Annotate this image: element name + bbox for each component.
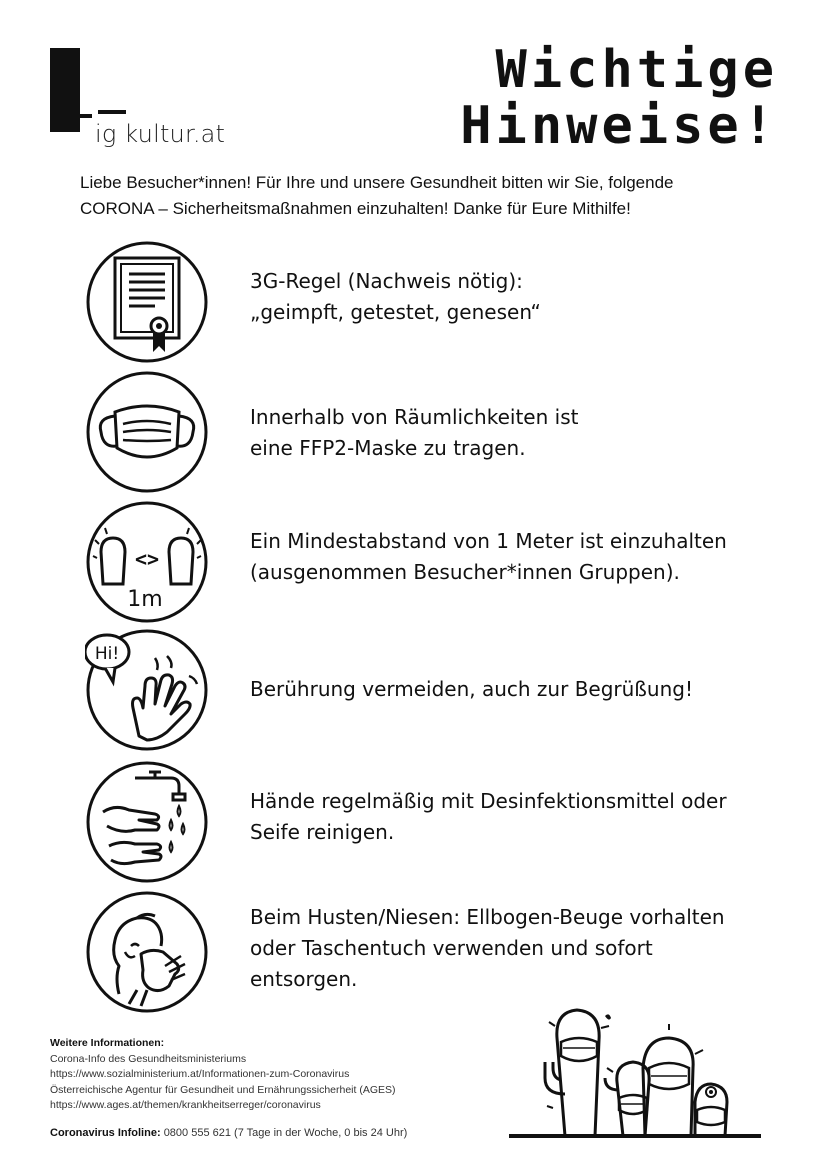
rule-distance-line-2: (ausgenommen Besucher*innen Gruppen). [250, 560, 680, 584]
sneezing-icon [85, 890, 209, 1014]
infoline [50, 1127, 407, 1139]
rule-item-mask [85, 370, 805, 495]
rule-hand-washing-line-2: Seife reinigen. [250, 820, 395, 844]
rule-hand-washing-line-1: Hände regelmäßig mit Desinfektionsmittel oder [250, 789, 727, 813]
intro-line-2: CORONA – Sicherheitsmaßnahmen einzuhalten! Danke für Eure Mithilfe! [80, 199, 631, 218]
waving-hand-icon [85, 628, 209, 752]
rule-3g-line-1: 3G-Regel (Nachweis nötig): [250, 269, 523, 293]
logo-bar [50, 48, 80, 132]
logo [50, 48, 250, 158]
rule-text-hand-washing [250, 786, 810, 848]
footer-link-1[interactable]: https://www.sozialministerium.at/Informationen-zum-Coronavirus [50, 1068, 350, 1080]
footer-info [50, 1036, 510, 1114]
speech-bubble-text: Hi! [94, 644, 120, 664]
rule-item-hand-washing [85, 760, 805, 885]
intro-text [80, 170, 780, 222]
rule-sneezing-line-3: entsorgen. [250, 967, 358, 991]
rule-sneezing-line-1: Beim Husten/Niesen: Ellbogen-Beuge vorhalten [250, 905, 725, 929]
rule-3g-line-2: „geimpft, getestet, genesen“ [250, 300, 541, 324]
rule-text-3g [250, 266, 810, 328]
distance-label: 1m [127, 587, 163, 612]
rule-text-mask [250, 402, 810, 464]
rule-mask-line-2: eine FFP2-Maske zu tragen. [250, 436, 526, 460]
mask-icon [85, 370, 209, 494]
rule-item-no-touch [85, 628, 805, 753]
title-line-1: Wichtige [495, 40, 778, 100]
rule-no-touch-line-1: Berührung vermeiden, auch zur Begrüßung! [250, 677, 693, 701]
distance-arrows: <> [134, 547, 160, 571]
rule-text-distance [250, 526, 810, 588]
rule-sneezing-line-2: oder Taschentuch verwenden und sofort [250, 936, 653, 960]
intro-line-1: Liebe Besucher*innen! Für Ihre und unsere Gesundheit bitten wir Sie, folgende [80, 173, 674, 192]
footer-heading: Weitere Informationen: [50, 1037, 165, 1049]
rule-distance-line-1: Ein Mindestabstand von 1 Meter ist einzuhalten [250, 529, 727, 553]
page-title [460, 42, 778, 154]
rule-mask-line-1: Innerhalb von Räumlichkeiten ist [250, 405, 579, 429]
distance-icon [85, 500, 209, 624]
footer-line-1: Corona-Info des Gesundheitsministeriums [50, 1052, 247, 1065]
rule-item-distance [85, 500, 805, 625]
footer-link-2[interactable]: https://www.ages.at/themen/krankheitserreger/coronavirus [50, 1099, 321, 1111]
certificate-icon [85, 240, 209, 364]
cacti-with-masks-illustration [505, 998, 765, 1143]
infoline-value: 0800 555 621 (7 Tage in der Woche, 0 bis 24 Uhr) [163, 1127, 408, 1139]
rule-item-sneezing [85, 890, 805, 1015]
footer-line-3: Österreichische Agentur für Gesundheit und Ernährungssicherheit (AGES) [50, 1083, 396, 1096]
infoline-label: Coronavirus Infoline: [50, 1127, 161, 1139]
rule-text-no-touch [250, 674, 810, 705]
hand-washing-icon [85, 760, 209, 884]
rule-item-3g [85, 240, 805, 365]
rule-text-sneezing [250, 902, 810, 995]
logo-dash [98, 110, 126, 114]
title-line-2: Hinweise! [460, 96, 778, 156]
logo-text: ig kultur.at [95, 120, 226, 148]
logo-notch [80, 114, 92, 118]
